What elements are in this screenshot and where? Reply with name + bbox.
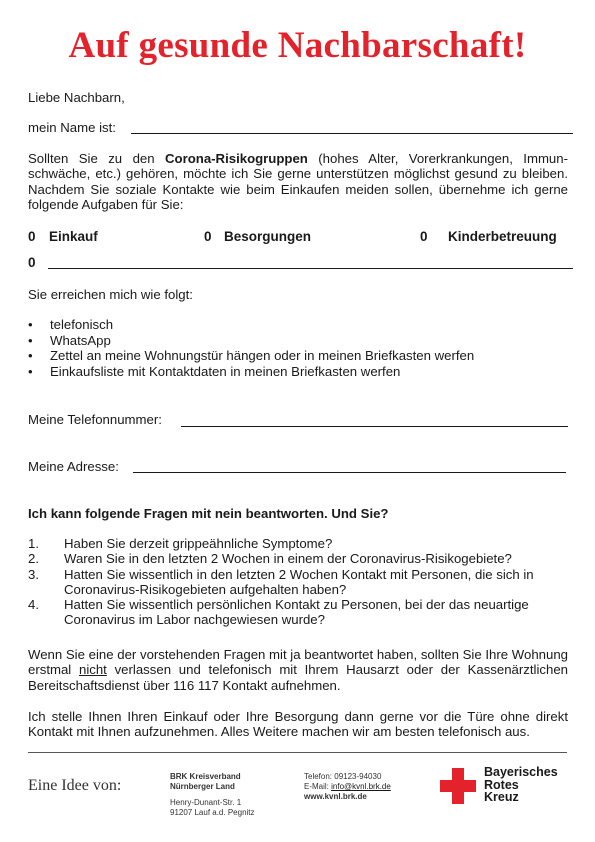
contact-method-text: telefonisch (50, 317, 114, 332)
advice-paragraph (28, 647, 568, 693)
question-number: 2. (28, 551, 39, 567)
greeting: Liebe Nachbarn, (28, 90, 125, 105)
bullet-icon: • (28, 332, 33, 348)
footer-email-line (304, 782, 434, 792)
phone-field[interactable] (181, 426, 568, 427)
questions-heading: Ich kann folgende Fragen mit nein beantworten. Und Sie? (28, 506, 389, 521)
footer-idea-label: Eine Idee von: (28, 777, 122, 794)
footer-email-label: E-Mail: (304, 782, 332, 791)
footer-phone: Telefon: 09123-94030 (304, 772, 382, 781)
footer-street: Henry-Dunant-Str. 1 (170, 798, 242, 807)
red-cross-icon (440, 768, 476, 804)
intro-paragraph (28, 151, 568, 212)
list-item (28, 567, 568, 598)
footer-org-region: Nürnberger Land (170, 782, 235, 791)
question-text: Hatten Sie wissentlich in den letzten 2 Wochen Kontakt mit Personen, die sich in Coronavirus-Risikogebieten aufgehalten haben? (64, 566, 534, 597)
questions-list (28, 536, 568, 628)
footer-org-name: BRK Kreisverband (170, 772, 241, 781)
contact-method-text: Zettel an meine Wohnungstür hängen oder in meinen Briefkasten werfen (50, 348, 475, 363)
footer-email-link[interactable]: info@kvnl.brk.de (331, 782, 391, 791)
option-other-checkbox[interactable]: 0 (28, 255, 36, 270)
page-title: Auf gesunde Nachbarschaft! (68, 25, 527, 66)
list-item (28, 317, 474, 333)
contact-method-text: Einkaufsliste mit Kontaktdaten in meinen Briefkasten werfen (50, 363, 401, 379)
advice-text-2: verlassen und telefonisch mit Ihrem Hausarzt oder der Kassenärztlichen Bereitschaftsdienst über 116 117 Kontakt aufnehmen. (28, 662, 568, 693)
footer-contact-block (304, 772, 434, 802)
option-kinderbetreuung-checkbox[interactable]: 0 (420, 229, 428, 244)
name-label: mein Name ist: (28, 120, 116, 135)
address-label: Meine Adresse: (28, 459, 119, 474)
option-einkauf-checkbox[interactable]: 0 (28, 229, 36, 244)
question-number: 3. (28, 566, 39, 582)
option-kinderbetreuung-label: Kinderbetreuung (448, 229, 557, 244)
bullet-icon: • (28, 363, 33, 379)
footer-city: 91207 Lauf a.d. Pegnitz (170, 808, 255, 817)
footer-divider (28, 752, 567, 753)
option-besorgungen-label: Besorgungen (224, 229, 312, 244)
list-item (28, 364, 474, 380)
brk-brand-name (484, 766, 558, 804)
option-other-field[interactable] (48, 268, 573, 269)
option-einkauf-label: Einkauf (49, 229, 98, 244)
intro-text-1: Sollten Sie zu den (28, 151, 165, 166)
list-item (28, 333, 474, 349)
list-item (28, 348, 474, 364)
advice-emphasis: nicht (78, 662, 107, 678)
list-item (28, 536, 568, 551)
footer-web[interactable]: www.kvnl.brk.de (304, 792, 367, 801)
closing-paragraph: Ich stelle Ihnen Ihren Einkauf oder Ihre Besorgung dann gerne vor die Türe ohne direkt Kontakt mit Ihnen aufzunehmen. Alles Weitere machen wir am besten telefonisch aus. (28, 709, 568, 740)
intro-risk-group: Corona-Risikogruppen (165, 151, 308, 166)
option-besorgungen-checkbox[interactable]: 0 (204, 229, 212, 244)
list-item (28, 597, 568, 628)
footer-org-block (170, 772, 290, 818)
question-text: Waren Sie in den letzten 2 Wochen in einem der Coronavirus-Risikogebiete? (64, 551, 512, 567)
address-field[interactable] (133, 472, 566, 473)
contact-method-text: WhatsApp (50, 332, 111, 348)
question-number: 1. (28, 536, 39, 551)
question-number: 4. (28, 597, 39, 613)
contact-methods-list (28, 317, 474, 379)
bullet-icon: • (28, 348, 33, 363)
bullet-icon: • (28, 317, 33, 332)
intro-text-2: (hohes Alter, Vorerkrankungen, Immun-schwäche, etc.) gehören, möchte ich Sie gerne unterstützen möglichst gesund zu bleiben. Nachdem Sie soziale Kontakte wie beim Einkaufen meiden sollen, übernehme ich gerne folgende Aufgaben für Sie: (28, 151, 568, 212)
brand-line: Kreuz (484, 790, 519, 804)
list-item (28, 551, 568, 566)
question-text: Hatten Sie wissentlich persönlichen Kontakt zu Personen, bei der das neuartige Coronavirus im Labor nachgewiesen wurde? (64, 597, 529, 628)
phone-label: Meine Telefonnummer: (28, 412, 162, 427)
reach-label: Sie erreichen mich wie folgt: (28, 287, 193, 302)
advice-text-1: Wenn Sie eine der vorstehenden Fragen mit ja beantwortet haben, sollten Sie Ihre Wohnung erstmal (28, 647, 568, 678)
question-text: Haben Sie derzeit grippeähnliche Symptome? (64, 536, 333, 551)
brand-line: Rotes (484, 777, 519, 792)
brand-line: Bayerisches (484, 765, 558, 779)
name-field[interactable] (131, 133, 573, 134)
